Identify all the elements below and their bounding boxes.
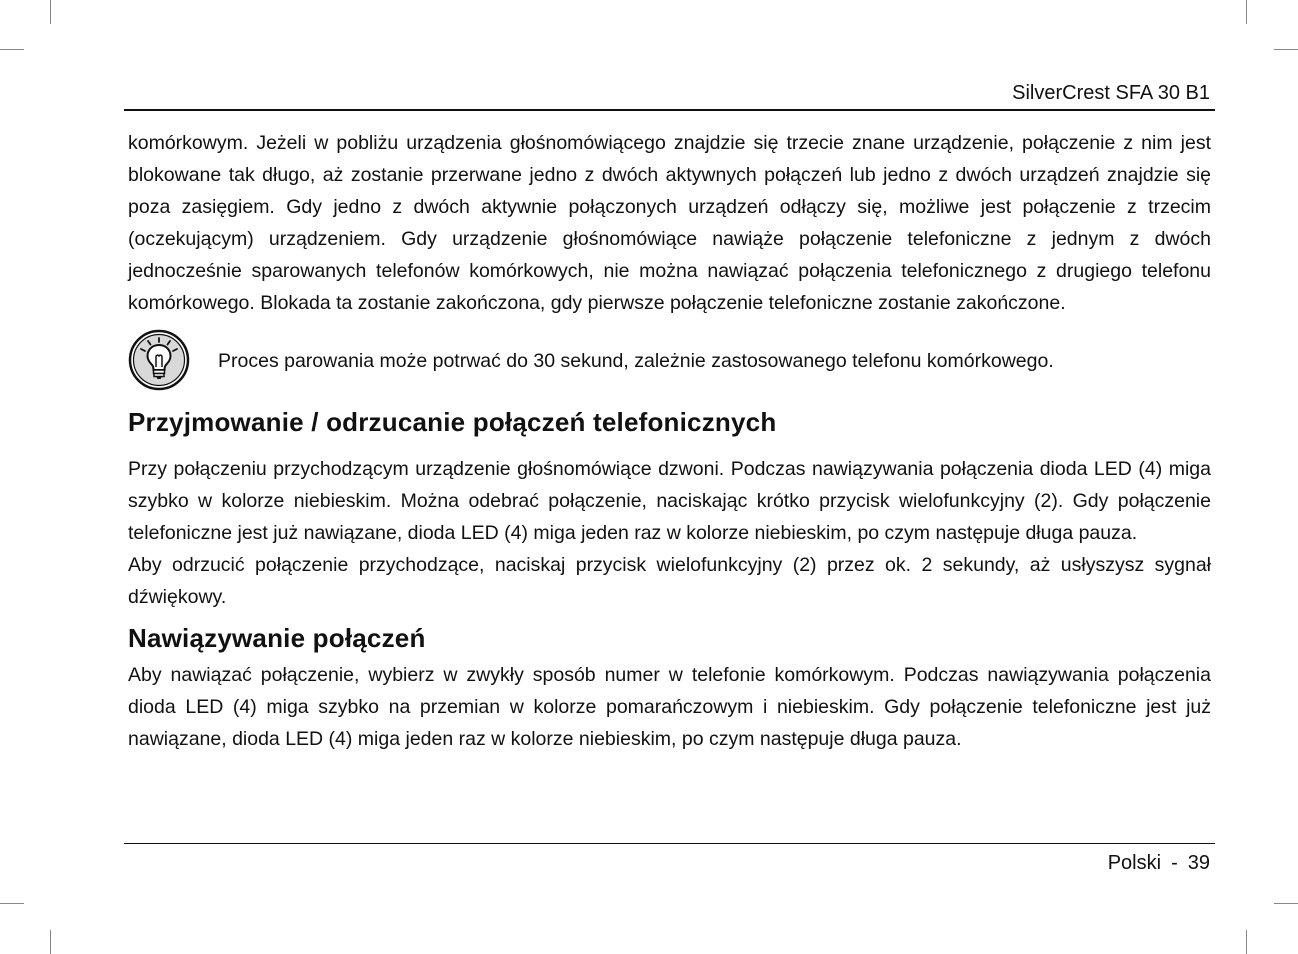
footer-rule [124,843,1215,844]
header-rule [124,109,1215,111]
crop-mark [50,0,51,24]
crop-mark [1246,930,1247,954]
crop-mark [0,49,24,50]
page-header-title: SilverCrest SFA 30 B1 [1012,82,1210,104]
crop-mark [50,930,51,954]
section1-paragraph1: Przy połączeniu przychodzącym urządzenie głośnomówiące dzwoni. Podczas nawiązywania połączenia dioda LED (4) miga szybko w kolorze niebieskim. Można odebrać połączenie, naciskając krótko przycisk wielofunkcyjny (2). Gdy połączenie telefoniczne jest już nawiązane, dioda LED (4) miga jeden raz w kolorze niebieskim, po czym następuje długa pauza. [128,458,1211,544]
crop-mark [0,903,24,904]
page-footer [1108,852,1210,875]
page-number: 39 [1187,852,1210,874]
footer-separator: - [1171,852,1178,874]
intro-paragraph: komórkowym. Jeżeli w pobliżu urządzenia głośnomówiącego znajdzie się trzecie znane urządzenie, połączenie z nim jest blokowane tak długo, aż zostanie przerwane jedno z dwóch aktywnych połączeń lub jedno z dwóch urządzeń znajdzie się poza zasięgiem. Gdy jedno z dwóch aktywnie połączonych urządzeń odłączy się, możliwe jest połączenie z trzecim (oczekującym) urządzeniem. Gdy urządzenie głośnomówiące nawiąże połączenie telefoniczne z jednym z dwóch jednocześnie sparowanych telefonów komórkowych, nie można nawiązać połączenia telefonicznego z drugiego telefonu komórkowego. Blokada ta zostanie zakończona, gdy pierwsze połączenie telefoniczne zostanie zakończone. [128,132,1211,314]
page-content [128,127,1211,755]
crop-mark [1274,49,1298,50]
lightbulb-icon [128,329,190,391]
footer-language: Polski [1107,852,1162,874]
section-heading-make-calls: Nawiązywanie połączeń [128,623,426,653]
note-box [128,329,1211,391]
section1-paragraph2: Aby odrzucić połączenie przychodzące, naciskaj przycisk wielofunkcyjny (2) przez ok. 2 sekundy, aż usłyszysz sygnał dźwiękowy. [128,554,1211,608]
section2-paragraph1: Aby nawiązać połączenie, wybierz w zwykły sposób numer w telefonie komórkowym. Podczas nawiązywania połączenia dioda LED (4) miga szybko na przemian w kolorze pomarańczowym i niebieskim. Gdy połączenie telefoniczne jest już nawiązane, dioda LED (4) miga jeden raz w kolorze niebieskim, po czym następuje długa pauza. [128,664,1211,750]
crop-mark [1274,903,1298,904]
crop-mark [1246,0,1247,24]
section-heading-receive-reject: Przyjmowanie / odrzucanie połączeń telefonicznych [128,407,777,437]
note-text: Proces parowania może potrwać do 30 sekund, zależnie zastosowanego telefonu komórkowego. [218,349,1054,372]
